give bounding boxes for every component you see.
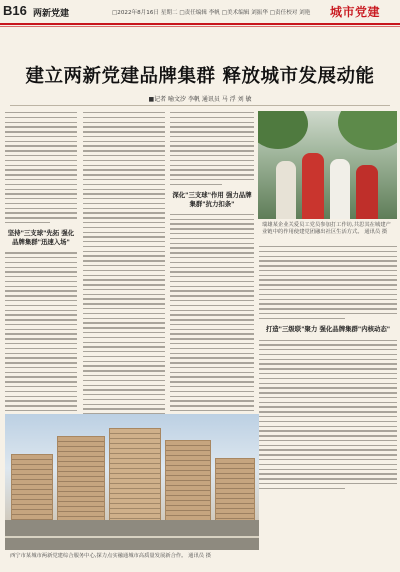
masthead-rule <box>0 23 400 25</box>
article-byline: ■记者 喻文汐 李帆 通讯员 马 浮 刘 敏 <box>148 96 252 103</box>
text-column-2 <box>83 112 165 462</box>
text-column-4 <box>259 246 397 560</box>
building-photo <box>5 414 259 550</box>
headline-divider <box>10 105 390 106</box>
section-subhead-2: 深化"三支球"作用 强力品牌集群"抗力扣条" <box>172 191 252 208</box>
photo-caption-bottom: 西宁市某城市两新党建综合服务中心,探力点实融通城市高质量发展新合作。 通讯员 摄 <box>10 553 212 559</box>
masthead <box>0 0 400 24</box>
text-column-3 <box>170 112 254 412</box>
issue-meta: □2022年8月16日 星期二 □责任编辑 李帆 □美术编辑 刘振华 □责任校对 刘艳 <box>112 10 311 16</box>
section-subhead-3: 打造"三级联"聚力 强化品牌集群"内核动态" <box>265 325 391 334</box>
section-subhead-1: 坚持"三支球"先拓 强化品牌集群"迅速入场" <box>7 229 75 246</box>
photo-caption-top: 瑞雄某企业关爱员工党员参加打工作坊,共思其在城建产业链中的作用使建党团融出社区生活方式。 通讯员 摄 <box>262 222 391 236</box>
newspaper-logo: 城市党建 <box>330 5 381 19</box>
masthead-rule-thin <box>0 26 400 27</box>
section-title: 两新党建 <box>33 9 70 19</box>
article-headline: 建立两新党建品牌集群 释放城市发展动能 <box>25 66 375 87</box>
volunteer-photo <box>258 111 397 219</box>
page-number: B16 <box>3 3 27 18</box>
